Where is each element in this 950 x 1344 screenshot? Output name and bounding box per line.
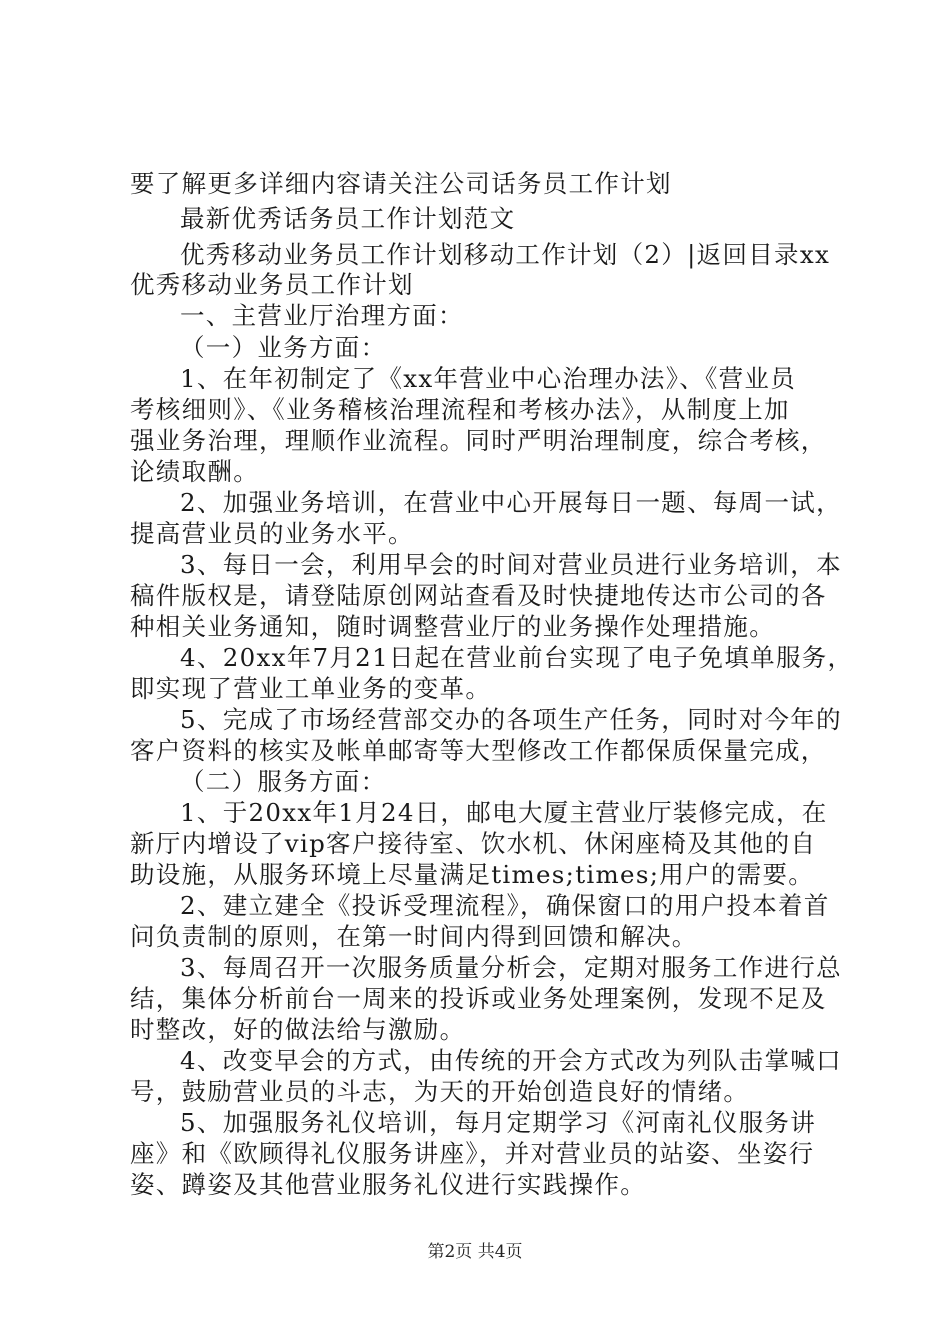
text-line: 3、每日一会，利用早会的时间对营业员进行业务培训，本 [180, 550, 842, 579]
subsection-heading: （二）服务方面： [180, 767, 387, 796]
text-line: 优秀移动业务员工作计划 [130, 270, 414, 299]
section-heading: 一、主营业厅治理方面： [180, 301, 464, 330]
text-line: 新厅内增设了vip客户接待室、饮水机、休闲座椅及其他的自 [130, 829, 817, 858]
text-line: 结，集体分析前台一周来的投诉或业务处理案例，发现不足及 [130, 984, 827, 1013]
text-line: 时整改，好的做法给与激励。 [130, 1015, 466, 1044]
text-line: 要了解更多详细内容请关注公司话务员工作计划 [130, 169, 672, 198]
text-line: 助设施，从服务环境上尽量满足times;times;用户的需要。 [130, 860, 815, 889]
text-line: 稿件版权是，请登陆原创网站查看及时快捷地传达市公司的各 [130, 581, 827, 610]
text-line: 2、加强业务培训，在营业中心开展每日一题、每周一试， [180, 488, 842, 517]
text-line: 5、加强服务礼仪培训，每月定期学习《河南礼仪服务讲 [180, 1108, 817, 1137]
text-line: 座》和《欧顾得礼仪服务讲座》，并对营业员的站姿、坐姿行 [130, 1139, 815, 1168]
text-line: 提高营业员的业务水平。 [130, 519, 414, 548]
text-line: 问负责制的原则，在第一时间内得到回馈和解决。 [130, 922, 698, 951]
text-line: 3、每周召开一次服务质量分析会，定期对服务工作进行总 [180, 953, 842, 982]
page-number-footer: 第2页 共4页 [427, 1242, 523, 1262]
text-line: 种相关业务通知，随时调整营业厅的业务操作处理措施。 [130, 612, 775, 641]
text-line: 1、于20xx年1月24日，邮电大厦主营业厅装修完成，在 [180, 798, 828, 827]
text-line: 4、20xx年7月21日起在营业前台实现了电子免填单服务， [180, 643, 854, 672]
text-line: 客户资料的核实及帐单邮寄等大型修改工作都保质保量完成， [130, 736, 827, 765]
text-line: 5、完成了市场经营部交办的各项生产任务，同时对今年的 [180, 705, 842, 734]
text-line: 1、在年初制定了《xx年营业中心治理办法》、《营业员 [180, 364, 797, 393]
text-line: 考核细则》、《业务稽核治理流程和考核办法》，从制度上加 [130, 395, 790, 424]
subsection-heading: （一）业务方面： [180, 333, 387, 362]
text-line: 姿、蹲姿及其他营业服务礼仪进行实践操作。 [130, 1170, 646, 1199]
text-line: 号，鼓励营业员的斗志，为天的开始创造良好的情绪。 [130, 1077, 750, 1106]
text-line: 最新优秀话务员工作计划范文 [180, 204, 516, 233]
text-line: 即实现了营业工单业务的变革。 [130, 674, 492, 703]
text-line: 强业务治理，理顺作业流程。同时严明治理制度，综合考核， [130, 426, 827, 455]
text-line: 2、建立建全《投诉受理流程》，确保窗口的用户投本着首 [180, 891, 830, 920]
text-line: 优秀移动业务员工作计划移动工作计划（2）|返回目录xx [180, 240, 831, 269]
text-line: 4、改变早会的方式，由传统的开会方式改为列队击掌喊口 [180, 1046, 842, 1075]
text-line: 论绩取酬。 [130, 457, 259, 486]
